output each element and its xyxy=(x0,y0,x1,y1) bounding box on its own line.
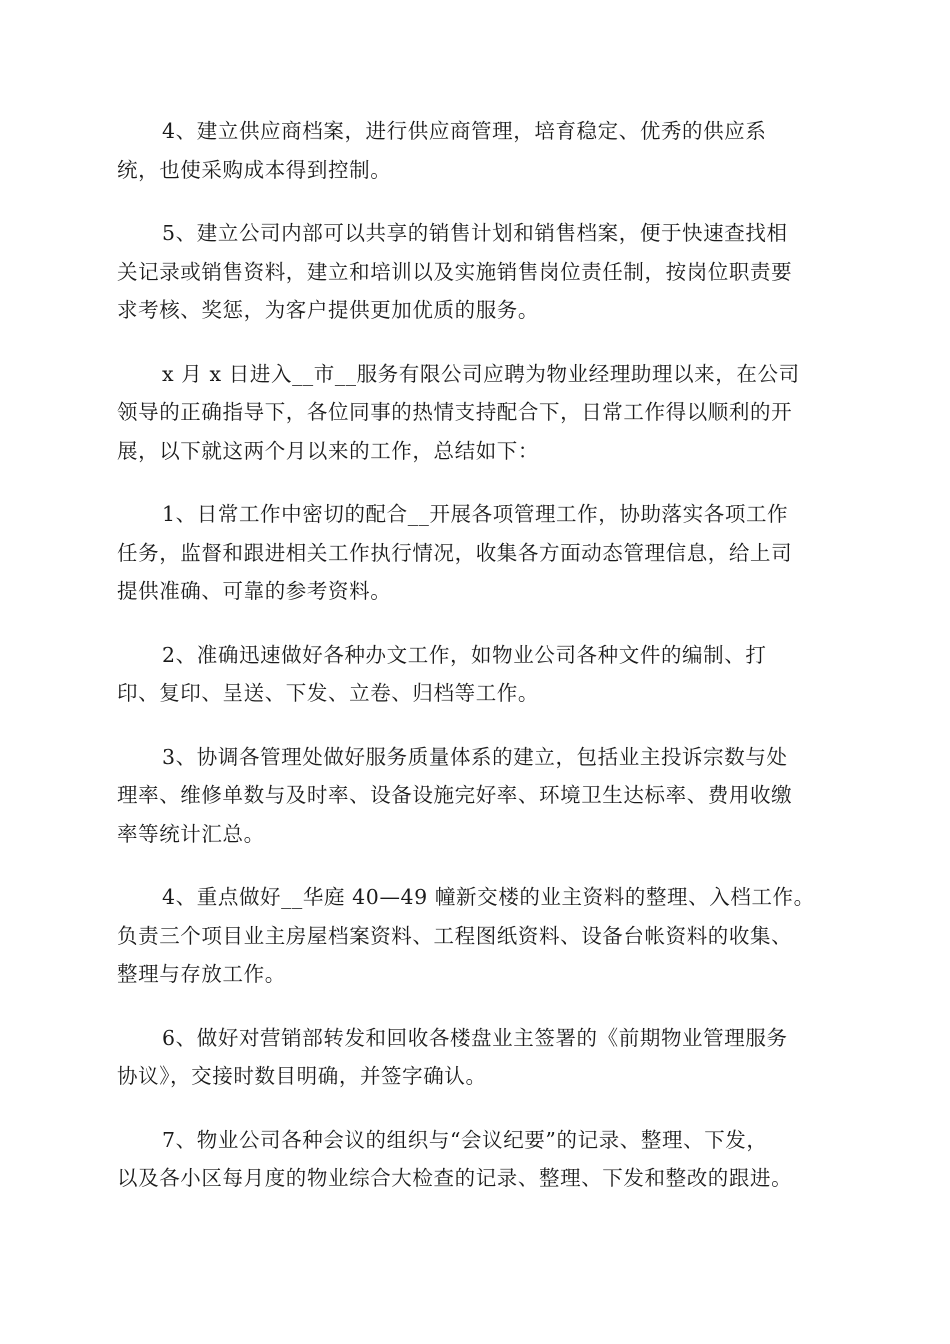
text-line: 率等统计汇总。 xyxy=(117,821,265,846)
text-line: 3、协调各管理处做好服务质量体系的建立，包括业主投诉宗数与处 xyxy=(162,744,788,769)
text-line: 理率、维修单数与及时率、设备设施完好率、环境卫生达标率、费用收缴 xyxy=(117,783,793,807)
paragraph-item-7 xyxy=(117,1121,833,1198)
text-line: 提供准确、可靠的参考资料。 xyxy=(117,579,392,603)
text-line: 任务，监督和跟进相关工作执行情况，收集各方面动态管理信息，给上司 xyxy=(117,540,793,565)
text-line: 领导的正确指导下，各位同事的热情支持配合下，日常工作得以顺利的开 xyxy=(117,400,793,424)
text-line: 求考核、奖惩，为客户提供更加优质的服务。 xyxy=(117,298,539,322)
paragraph-item-2 xyxy=(117,636,833,713)
text-line: 整理与存放工作。 xyxy=(117,962,286,986)
paragraph-sales-archive xyxy=(117,214,833,330)
text-line: 关记录或销售资料，建立和培训以及实施销售岗位责任制，按岗位职责要 xyxy=(117,259,793,284)
text-line: 统，也使采购成本得到控制。 xyxy=(117,157,392,182)
text-line: 4、建立供应商档案，进行供应商管理，培育稳定、优秀的供应系 xyxy=(162,119,767,143)
text-line: 6、做好对营销部转发和回收各楼盘业主签署的《前期物业管理服务 xyxy=(162,1025,788,1050)
paragraph-item-3 xyxy=(117,738,833,854)
paragraph-intro xyxy=(117,355,833,471)
text-line: 协议》，交接时数目明确，并签字确认。 xyxy=(117,1064,487,1088)
text-line: 1、日常工作中密切的配合__开展各项管理工作，协助落实各项工作 xyxy=(162,502,789,526)
text-line: x 月 x 日进入__市__服务有限公司应聘为物业经理助理以来，在公司 xyxy=(162,361,800,386)
text-line: 5、建立公司内部可以共享的销售计划和销售档案，便于快速查找相 xyxy=(162,221,788,245)
paragraph-item-6 xyxy=(117,1019,833,1096)
text-line: 4、重点做好__华庭 40—49 幢新交楼的业主资料的整理、入档工作。 xyxy=(162,885,815,909)
text-line: 2、准确迅速做好各种办文工作，如物业公司各种文件的编制、打 xyxy=(162,642,767,667)
document-body xyxy=(117,112,833,1223)
text-line: 7、物业公司各种会议的组织与“会议纪要”的记录、整理、下发， xyxy=(162,1127,768,1152)
paragraph-item-1 xyxy=(117,495,833,611)
paragraph-item-4 xyxy=(117,878,833,994)
text-line: 展，以下就这两个月以来的工作，总结如下： xyxy=(117,438,539,463)
text-line: 以及各小区每月度的物业综合大检查的记录、整理、下发和整改的跟进。 xyxy=(117,1166,793,1190)
text-line: 印、复印、呈送、下发、立卷、归档等工作。 xyxy=(117,681,539,705)
text-line: 负责三个项目业主房屋档案资料、工程图纸资料、设备台帐资料的收集、 xyxy=(117,923,793,948)
paragraph-supplier-archive xyxy=(117,112,833,189)
